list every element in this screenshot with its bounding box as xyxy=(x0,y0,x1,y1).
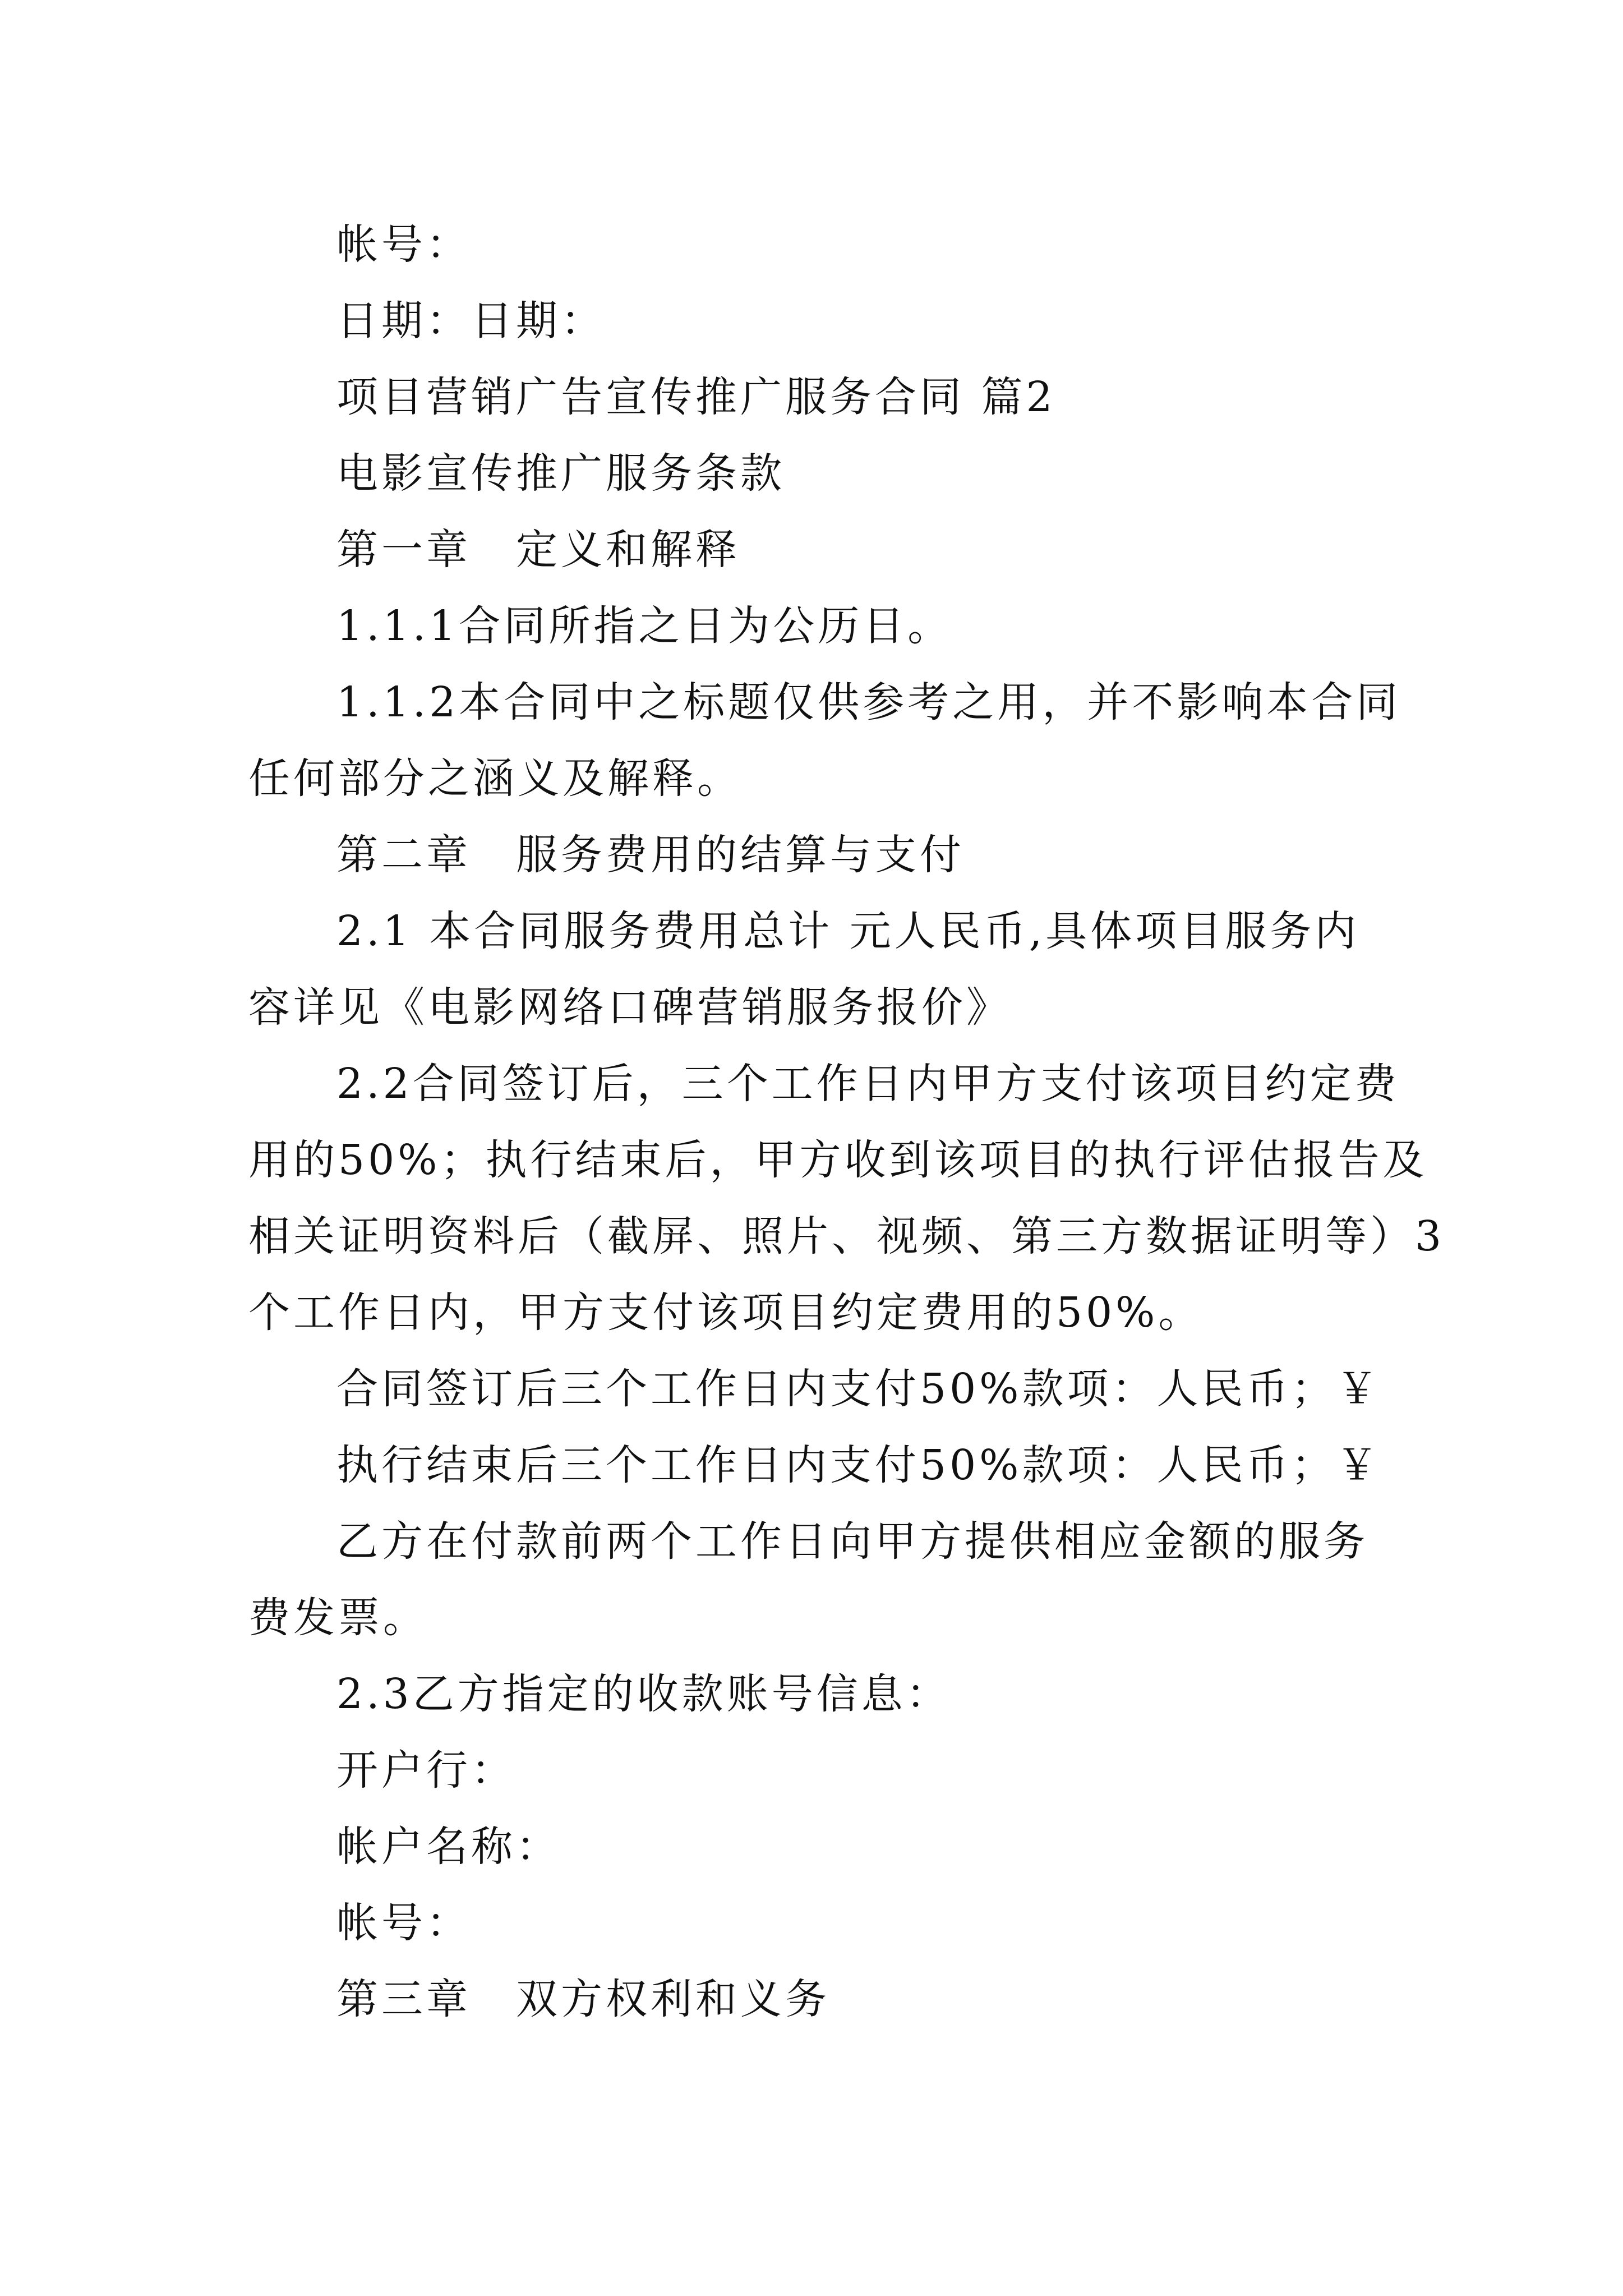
contract-title: 项目营销广告宣传推广服务合同 篇2 xyxy=(336,373,1056,421)
chapter-1-heading: 第一章 定义和解释 xyxy=(336,526,740,574)
account-number-line: 帐号： xyxy=(336,220,471,269)
invoice-clause-line-2: 费发票。 xyxy=(248,1594,428,1642)
account-name-line: 帐户名称： xyxy=(336,1823,561,1871)
clause-2-2-line-1: 2.2合同签订后，三个工作日内甲方支付该项目约定费 xyxy=(336,1060,1400,1108)
terms-title: 电影宣传推广服务条款 xyxy=(336,449,785,498)
first-payment-line: 合同签订后三个工作日内支付50%款项：人民币；￥ xyxy=(336,1365,1381,1413)
chapter-2-heading: 第二章 服务费用的结算与支付 xyxy=(336,831,965,879)
clause-1-1-1: 1.1.1合同所指之日为公历日。 xyxy=(336,602,953,650)
clause-2-1-line-2: 容详见《电影网络口碑营销服务报价》 xyxy=(248,983,1011,1032)
date-line: 日期：日期： xyxy=(336,297,606,345)
chapter-3-heading: 第三章 双方权利和义务 xyxy=(336,1975,830,2023)
account-number-line-2: 帐号： xyxy=(336,1899,471,1947)
clause-2-1-line-1: 2.1 本合同服务费用总计 元人民币,具体项目服务内 xyxy=(336,907,1360,955)
clause-2-2-line-3: 相关证明资料后（截屏、照片、视频、第三方数据证明等）3 xyxy=(248,1212,1445,1260)
clause-1-1-2-line-2: 任何部分之涵义及解释。 xyxy=(248,754,742,803)
clause-2-2-line-4: 个工作日内，甲方支付该项目约定费用的50%。 xyxy=(248,1289,1204,1337)
bank-name-line: 开户行： xyxy=(336,1746,516,1795)
invoice-clause-line-1: 乙方在付款前两个工作日向甲方提供相应金额的服务 xyxy=(336,1517,1368,1566)
clause-1-1-2-line-1: 1.1.2本合同中之标题仅供参考之用，并不影响本合同 xyxy=(336,678,1401,726)
second-payment-line: 执行结束后三个工作日内支付50%款项：人民币；￥ xyxy=(336,1441,1381,1489)
clause-2-3: 2.3乙方指定的收款账号信息： xyxy=(336,1670,951,1718)
clause-2-2-line-2: 用的50%；执行结束后，甲方收到该项目的执行评估报告及 xyxy=(248,1136,1428,1184)
